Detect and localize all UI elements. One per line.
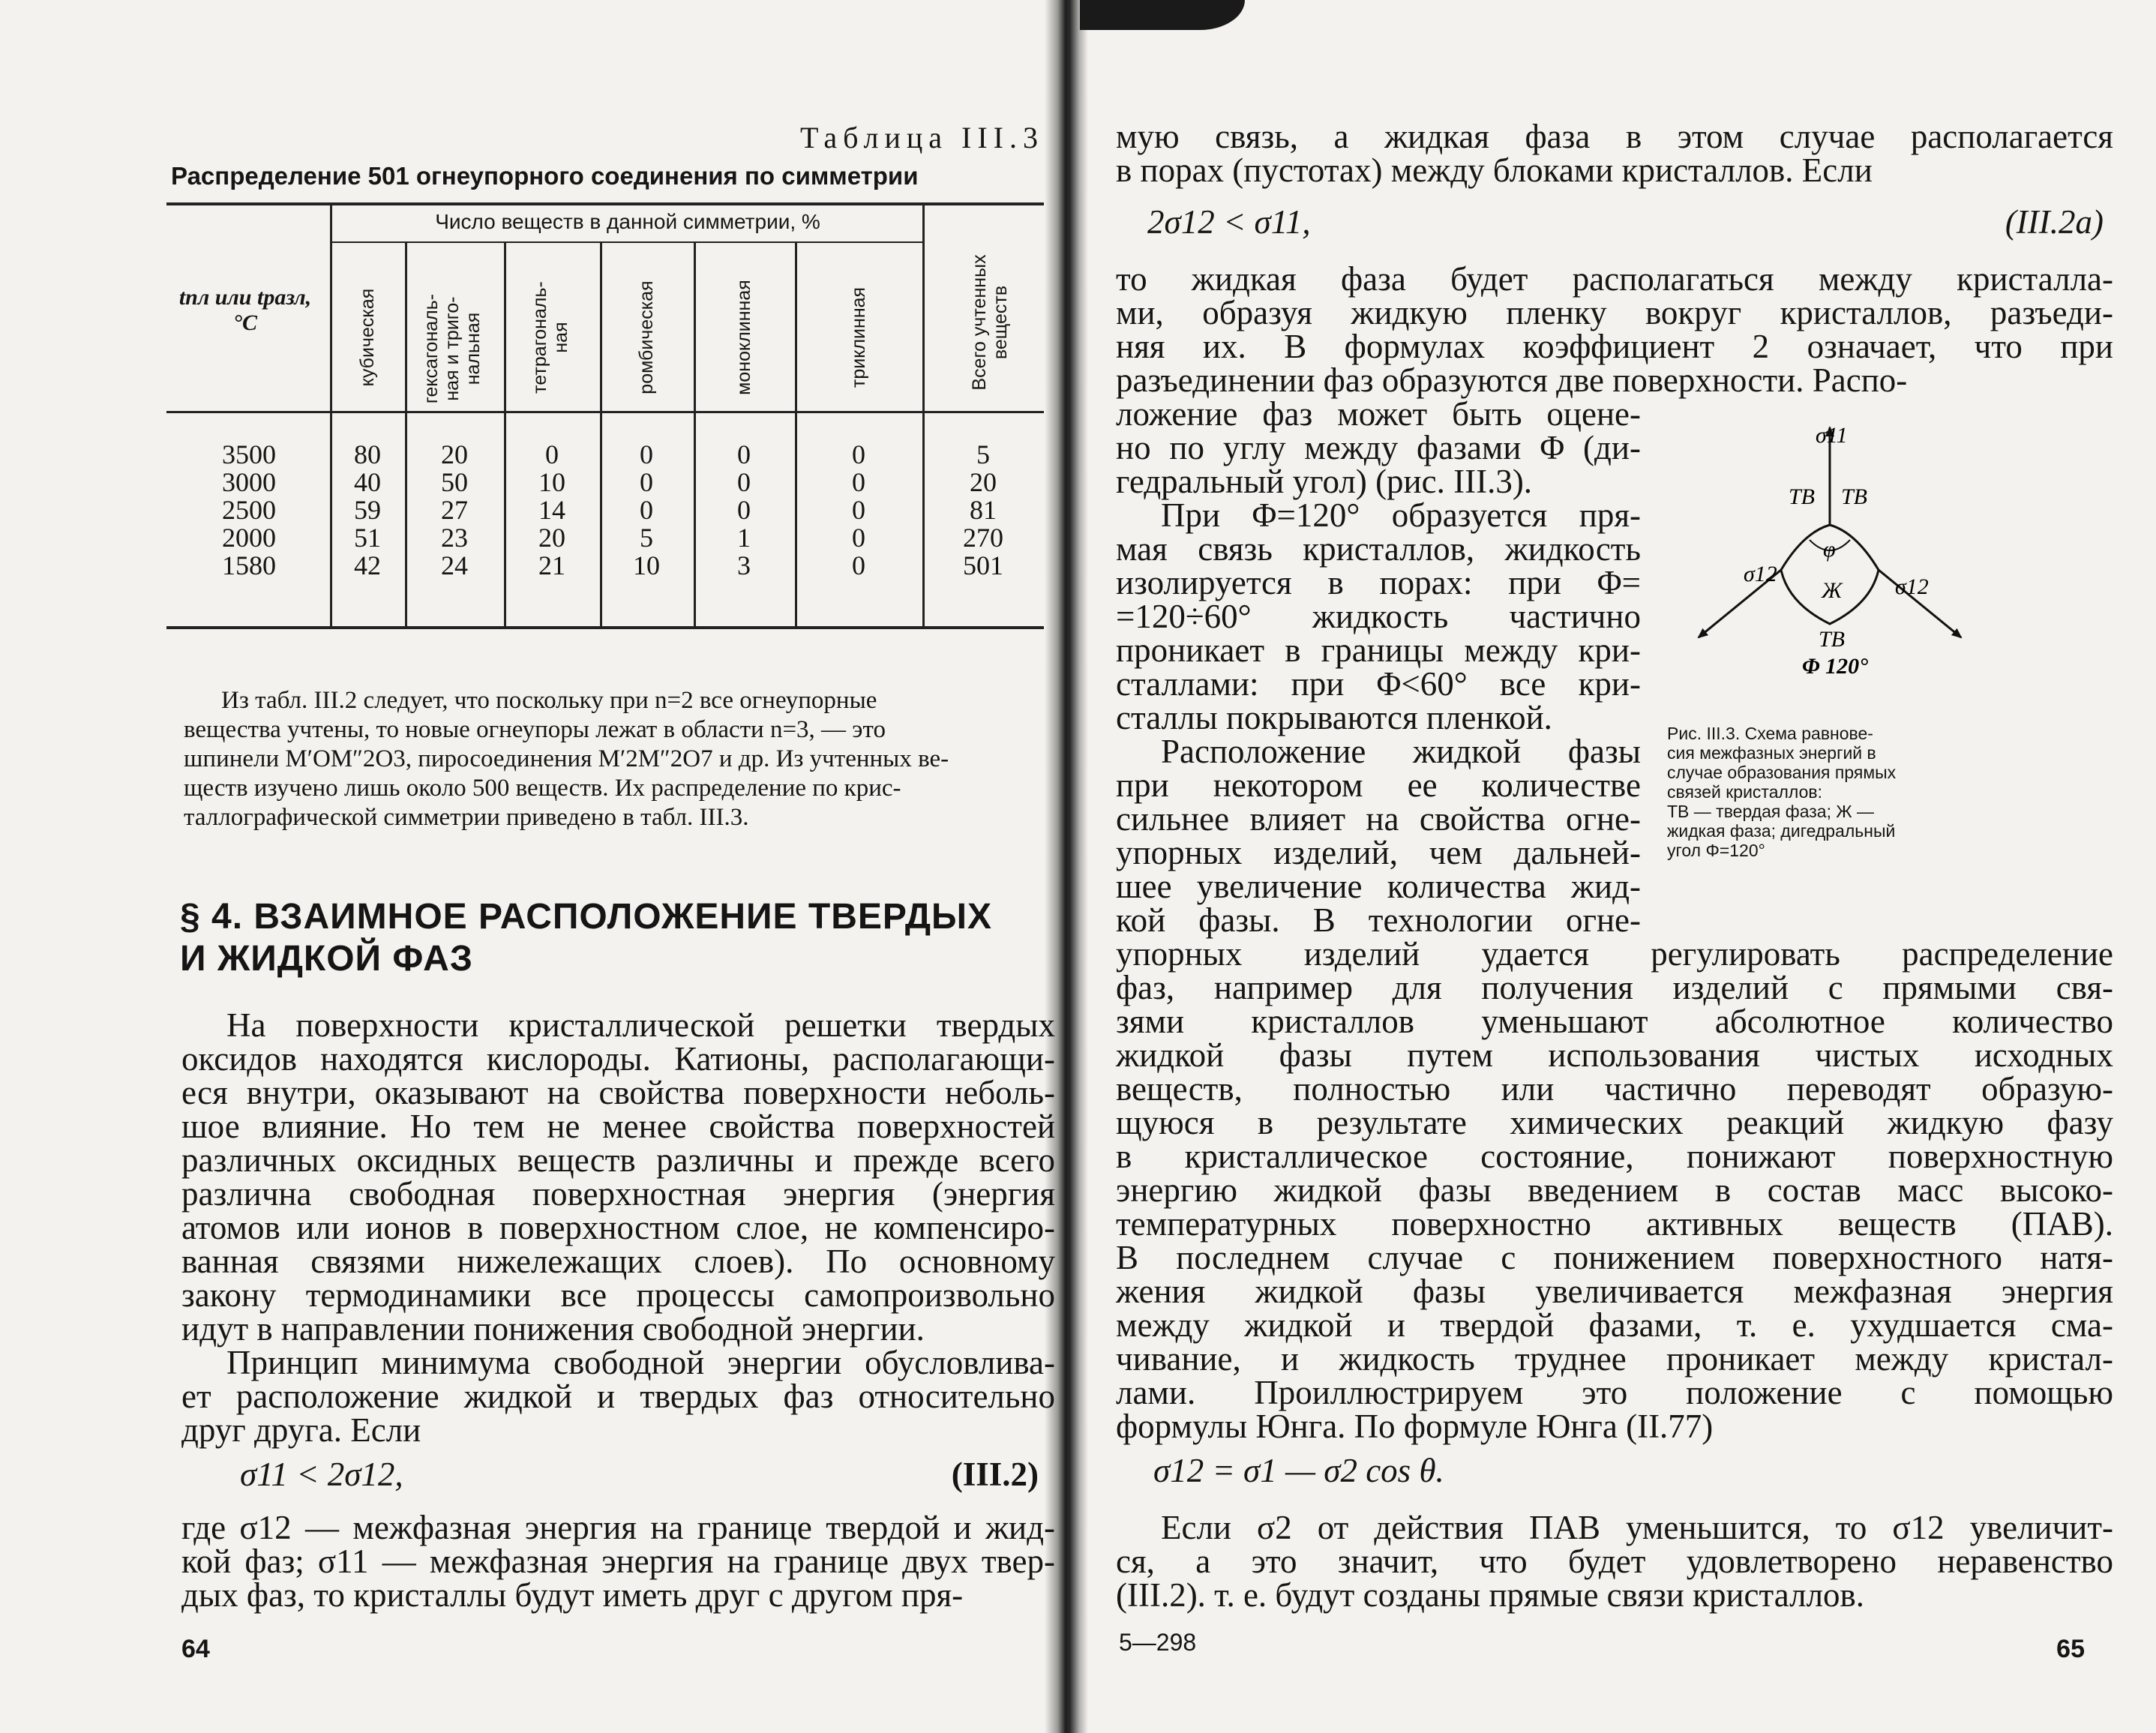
paragraph-1-line: ванная связями нижележащих слоев). По основному xyxy=(181,1243,1055,1280)
table-caption: Распределение 501 огнеупорного соединения по симметрии xyxy=(171,162,919,190)
paragraph-1-line: идут в направлении понижения свободной энергии. xyxy=(181,1310,925,1348)
col-header-triclinic: триклинная xyxy=(848,286,869,388)
right-narrow-line: мая связь кристаллов, жидкость xyxy=(1116,530,1641,568)
value-column: 80 40 59 51 42 xyxy=(354,439,381,580)
value-column: 0 0 0 0 0 xyxy=(852,439,865,580)
right-paragraph-b-line: В последнем случае с понижением поверхностного натя- xyxy=(1116,1239,2113,1276)
right-paragraph-c xyxy=(1116,1511,2113,1612)
right-narrow-line: проникает в границы между кри- xyxy=(1116,631,1641,669)
col-header-orthorhombic: ромбическая xyxy=(636,280,657,394)
right-paragraph-c-line: (III.2). т. е. будут созданы прямые связи кристаллов. xyxy=(1116,1576,1865,1614)
value-column: 0 0 0 5 10 xyxy=(633,439,660,580)
right-paragraph-b-line: между жидкой и твердой фазами, т. е. ухудшается сма- xyxy=(1116,1306,2113,1344)
table-label: Таблица III.3 xyxy=(799,121,1044,154)
right-paragraph-b-line: упорных изделий удается регулировать распределение xyxy=(1116,935,2113,973)
right-narrow-line: ложение фаз может быть оцене- xyxy=(1116,395,1641,433)
right-top-line: в порах (пустотах) между блоками кристаллов. Если xyxy=(1116,151,1873,189)
figure-caption-line: Рис. III.3. Схема равнове- xyxy=(1667,724,1873,743)
right-paragraph-top xyxy=(1116,120,2113,187)
table-note-line: Из табл. III.2 следует, что поскольку при n=2 все огнеупорные xyxy=(221,687,877,714)
section-heading-line2: И ЖИДКОЙ ФАЗ xyxy=(180,939,473,979)
paragraph-3 xyxy=(181,1511,1055,1612)
paragraph-1-line: атомов или ионов в поверхностном слое, не компенсиро- xyxy=(181,1209,1055,1246)
right-narrow-line: =120÷60° жидкость частично xyxy=(1116,598,1641,635)
col-header-total: Всего учтенных веществ xyxy=(969,254,1011,391)
right-narrow-line: При Φ=120° образуется пря- xyxy=(1161,496,1641,534)
right-narrow-line: сильнее влияет на свойства огне- xyxy=(1116,800,1641,838)
right-paragraph-b-line: чивание, и жидкость труднее проникает между кристал- xyxy=(1116,1340,2113,1378)
paragraph-1 xyxy=(181,1006,1055,1348)
label-liquid: Ж xyxy=(1822,578,1843,603)
right-paragraph-b-line: жения жидкой фазы увеличивается межфазная энергия xyxy=(1116,1273,2113,1310)
paragraph-2-line: друг друга. Если xyxy=(181,1411,421,1449)
formula-number-III-2: (III.2) xyxy=(951,1456,1039,1493)
right-narrow-line: изолируется в порах: при Φ= xyxy=(1116,564,1641,601)
value-column: 0 0 0 1 3 xyxy=(737,439,751,580)
col-header-hexagonal: гексагональ- ная и триго- нальная xyxy=(421,293,484,404)
right-paragraph-a xyxy=(1116,262,2113,397)
right-narrow-line: Расположение жидкой фазы xyxy=(1161,733,1641,770)
page-number-left: 64 xyxy=(181,1635,210,1663)
symmetry-group-header: Число веществ в данной симметрии, % xyxy=(435,210,820,233)
table-bottom-rule xyxy=(166,626,1044,629)
col-header-monoclinic: моноклинная xyxy=(733,280,754,395)
temperature-column: 3500 3000 2500 2000 1580 xyxy=(222,439,276,580)
table-header-rule xyxy=(166,411,1044,413)
right-narrow-line: шее увеличение количества жид- xyxy=(1116,868,1641,905)
figure-caption-line: случае образования прямых xyxy=(1667,763,1897,782)
right-paragraph-b-line: формулы Юнга. По формуле Юнга (II.77) xyxy=(1116,1408,1714,1445)
right-narrow-line: кой фазы. В технологии огне- xyxy=(1116,901,1641,939)
section-heading xyxy=(180,896,992,980)
value-column: 5 20 81 270 501 xyxy=(963,439,1003,580)
label-sigma12-left: σ12 xyxy=(1744,562,1777,586)
paragraph-3-line: дых фаз, то кристаллы будут иметь друг с другом пря- xyxy=(181,1576,964,1614)
label-sigma11: σ11 xyxy=(1816,423,1848,448)
figure-caption-line: связей кристаллов: xyxy=(1667,782,1822,802)
figure-III-3 xyxy=(1684,420,1969,697)
right-page xyxy=(1072,0,2156,1733)
table-note-line: ществ изучено лишь около 500 веществ. Их распределение по крис- xyxy=(184,775,901,802)
table-note-line: таллографической симметрии приведено в табл. III.3. xyxy=(184,804,749,831)
label-tv-bottom: ТВ xyxy=(1819,627,1846,652)
table-note-line: шпинели M′OM″2O3, пиросоединения M′2M″2O7 и др. Из учтенных ве- xyxy=(184,745,949,772)
formula-III-2a: 2σ12 < σ11, xyxy=(1147,203,1311,241)
label-sigma12-right: σ12 xyxy=(1895,574,1929,599)
right-narrow-line: но по углу между фазами Φ (ди- xyxy=(1116,429,1641,466)
label-tv-right: ТВ xyxy=(1841,484,1868,509)
paragraph-1-line: различных оксидных веществ различны и прежде всего xyxy=(181,1141,1055,1179)
right-paragraph-c-line: ся, а это значит, что будет удовлетворено неравенство xyxy=(1116,1543,2113,1580)
figure-caption-line: ТВ — твердая фаза; Ж — xyxy=(1667,802,1874,821)
right-narrow-column xyxy=(1116,397,1641,937)
value-column: 0 10 14 20 21 xyxy=(538,439,565,580)
right-paragraph-b xyxy=(1116,937,2113,1444)
right-narrow-line: при некотором ее количестве xyxy=(1116,766,1641,804)
right-top-line: мую связь, а жидкая фаза в этом случае располагается xyxy=(1116,118,2113,155)
right-paragraph-b-line: жидкой фазы путем использования чистых исходных xyxy=(1116,1036,2113,1074)
paragraph-2-line: ет расположение жидкой и твердых фаз относительно xyxy=(181,1378,1055,1415)
right-paragraph-a-line: то жидкая фаза будет располагаться между кристалла- xyxy=(1116,260,2113,298)
symmetry-table xyxy=(166,202,1044,630)
paragraph-1-line: оксидов находятся кислороды. Катионы, располагающи- xyxy=(181,1040,1055,1078)
right-paragraph-b-line: зями кристаллов уменьшают абсолютное количество xyxy=(1116,1003,2113,1040)
figure-caption-line: жидкая фаза; дигедральный xyxy=(1667,821,1896,841)
label-phi-value: Φ 120° xyxy=(1802,654,1869,679)
table-note-line: вещества учтены, то новые огнеупоры лежат в области n=3, — это xyxy=(184,716,886,743)
col-header-tetragonal: тетрагональ- ная xyxy=(529,281,571,394)
table-note xyxy=(184,686,1054,832)
figure-caption xyxy=(1667,724,2027,860)
right-paragraph-b-line: веществ, полностью или частично переводят образую- xyxy=(1116,1070,2113,1108)
label-phi: φ xyxy=(1823,537,1836,562)
printer-signature: 5—298 xyxy=(1119,1629,1197,1656)
right-narrow-line: сталлами: при Φ<60° все кри- xyxy=(1116,665,1641,703)
label-tv-left: ТВ xyxy=(1789,484,1816,509)
paragraph-1-line: еся внутри, оказывают на свойства поверхности неболь- xyxy=(181,1074,1055,1111)
figure-caption-line: угол Φ=120° xyxy=(1667,841,1765,860)
right-paragraph-a-line: разъединении фаз образуются две поверхности. Распо- xyxy=(1116,361,1908,399)
right-paragraph-b-line: щуюся в результате химических реакций жидкую фазу xyxy=(1116,1104,2113,1141)
right-paragraph-b-line: энергию жидкой фазы введением в состав масс высоко- xyxy=(1116,1171,2113,1209)
table-group-rule xyxy=(330,241,922,243)
right-paragraph-c-line: Если σ2 от действия ПАВ уменьшится, то σ12 увеличит- xyxy=(1161,1509,2113,1546)
left-page xyxy=(0,0,1072,1733)
paragraph-1-line: шое влияние. Но тем не менее свойства поверхностей xyxy=(181,1108,1055,1145)
right-paragraph-b-line: лами. Проиллюстрируем это положение с помощью xyxy=(1116,1374,2113,1411)
table-top-rule xyxy=(166,202,1044,205)
right-narrow-line: упорных изделий, чем дальней- xyxy=(1116,834,1641,871)
formula-young: σ12 = σ1 — σ2 cos θ. xyxy=(1153,1452,1444,1489)
section-heading-line1: § 4. ВЗАИМНОЕ РАСПОЛОЖЕНИЕ ТВЕРДЫХ xyxy=(180,897,993,937)
formula-number-III-2a: (III.2a) xyxy=(2005,203,2104,241)
figure-caption-line: сия межфазных энергий в xyxy=(1667,743,1876,763)
right-paragraph-b-line: фаз, например для получения изделий с прямыми свя- xyxy=(1116,969,2113,1006)
paragraph-1-line: различна свободная поверхностная энергия (энергия xyxy=(181,1175,1055,1213)
value-column: 20 50 27 23 24 xyxy=(441,439,468,580)
paragraph-1-line: закону термодинамики все процессы самопроизвольно xyxy=(181,1276,1055,1314)
formula-III-2: σ11 < 2σ12, xyxy=(240,1456,403,1493)
paragraph-2-line: Принцип минимума свободной энергии обусловлива- xyxy=(226,1344,1055,1381)
right-paragraph-a-line: ми, образуя жидкую пленку вокруг кристаллов, разъеди- xyxy=(1116,294,2113,331)
right-narrow-line: сталлы покрываются пленкой. xyxy=(1116,699,1552,736)
paragraph-1-line: На поверхности кристаллической решетки твердых xyxy=(226,1006,1055,1044)
right-narrow-line: гедральный угол) (рис. III.3). xyxy=(1116,463,1533,500)
right-paragraph-b-line: в кристаллическое состояние, понижают поверхностную xyxy=(1116,1138,2113,1175)
temperature-col-header: tпл или tразл, °C xyxy=(178,285,312,335)
col-header-cubic: кубическая xyxy=(357,288,378,387)
paragraph-2 xyxy=(181,1346,1055,1447)
page-number-right: 65 xyxy=(2056,1635,2085,1663)
paragraph-3-line: кой фаз; σ11 — межфазная энергия на границе двух твер- xyxy=(181,1543,1055,1580)
right-paragraph-a-line: няя их. В формулах коэффициент 2 означает, что при xyxy=(1116,328,2113,365)
paragraph-3-line: где σ12 — межфазная энергия на границе твердой и жид- xyxy=(181,1509,1055,1546)
right-paragraph-b-line: температурных поверхностно активных веществ (ПАВ). xyxy=(1116,1205,2113,1243)
